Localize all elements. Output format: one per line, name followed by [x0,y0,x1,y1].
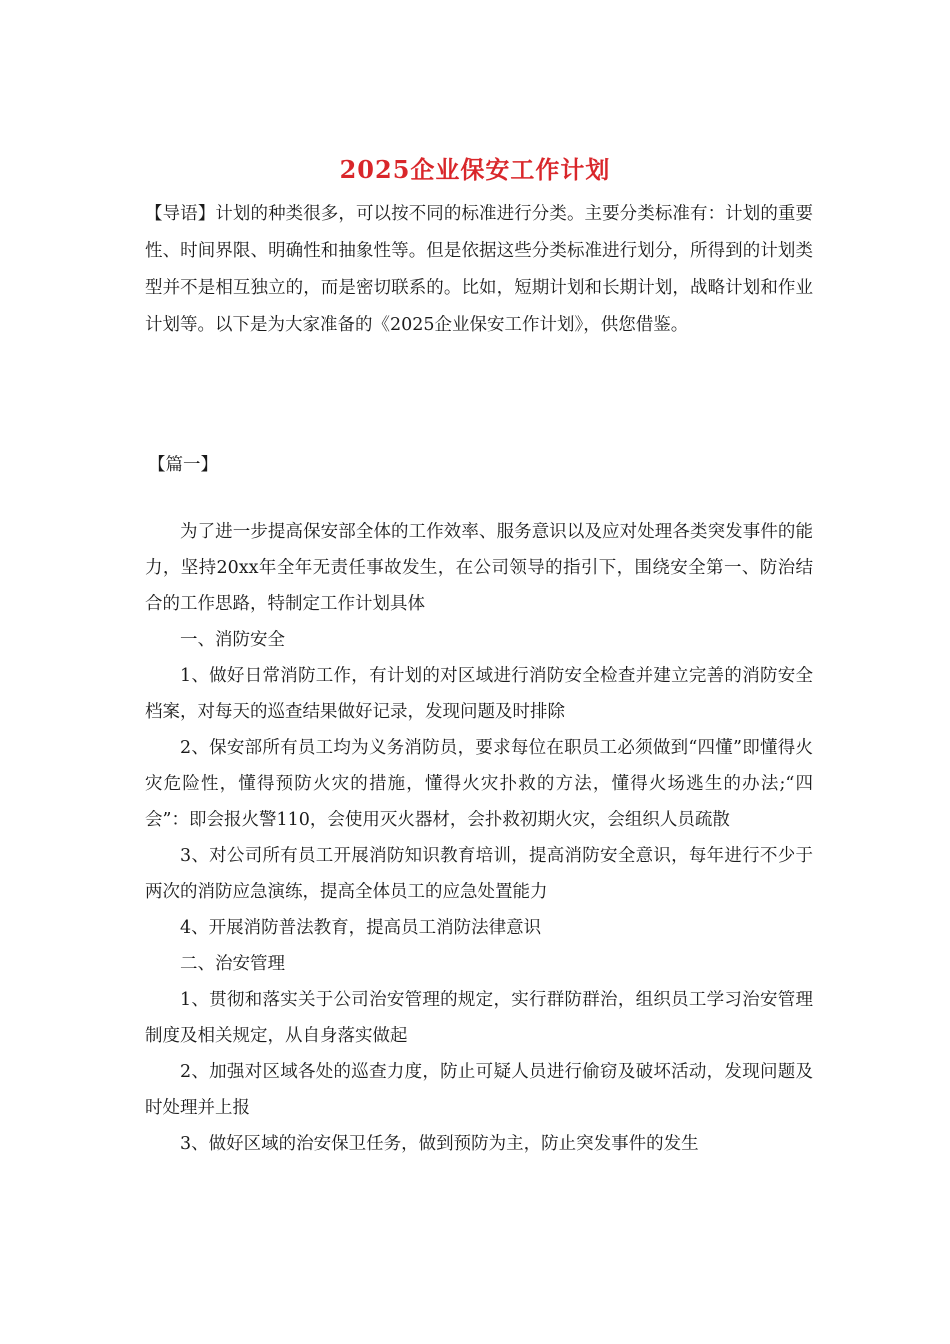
document-title: 2025企业保安工作计划 [339,155,611,184]
body-paragraph: 4、开展消防普法教育，提高员工消防法律意识 [180,918,542,938]
intro-paragraph: 【导语】计划的种类很多，可以按不同的标准进行分类。主要分类标准有：计划的重要性、时间界限、明确性和抽象性等。但是依据这些分类标准进行划分，所得到的计划类型并不是相互独立的，而是密切联系的。比如，短期计划和长期计划，战略计划和作业计划等。以下是为大家准备的《2025企业保安工作计划》，供您借鉴。 [145,204,813,335]
body-paragraph: 3、做好区域的治安保卫任务，做到预防为主，防止突发事件的发生 [180,1134,699,1154]
document-body [145,514,813,1162]
section-heading-fire-safety: 一、消防安全 [180,630,285,650]
body-paragraph: 2、加强对区域各处的巡查力度，防止可疑人员进行偷窃及破坏活动，发现问题及时处理并上报 [145,1062,813,1118]
body-paragraph: 1、贯彻和落实关于公司治安管理的规定，实行群防群治，组织员工学习治安管理制度及相关规定，从自身落实做起 [145,990,813,1046]
body-paragraph: 为了进一步提高保安部全体的工作效率、服务意识以及应对处理各类突发事件的能力，坚持20xx年全年无责任事故发生，在公司领导的指引下，围绕安全第一、防治结合的工作思路，特制定工作计划具体 [145,522,813,614]
body-paragraph: 1、做好日常消防工作，有计划的对区域进行消防安全检查并建立完善的消防安全档案，对每天的巡查结果做好记录，发现问题及时排除 [145,666,813,722]
body-paragraph: 3、对公司所有员工开展消防知识教育培训，提高消防安全意识，每年进行不少于两次的消防应急演练，提高全体员工的应急处置能力 [145,846,813,902]
section-heading-security-management: 二、治安管理 [180,954,285,974]
section-label: 【篇一】 [148,455,218,475]
body-paragraph: 2、保安部所有员工均为义务消防员，要求每位在职员工必须做到“四懂”即懂得火灾危险性，懂得预防火灾的措施，懂得火灾扑救的方法，懂得火场逃生的办法;“四会”：即会报火警110，会使用灭火器材，会扑救初期火灾，会组织人员疏散 [145,738,813,830]
